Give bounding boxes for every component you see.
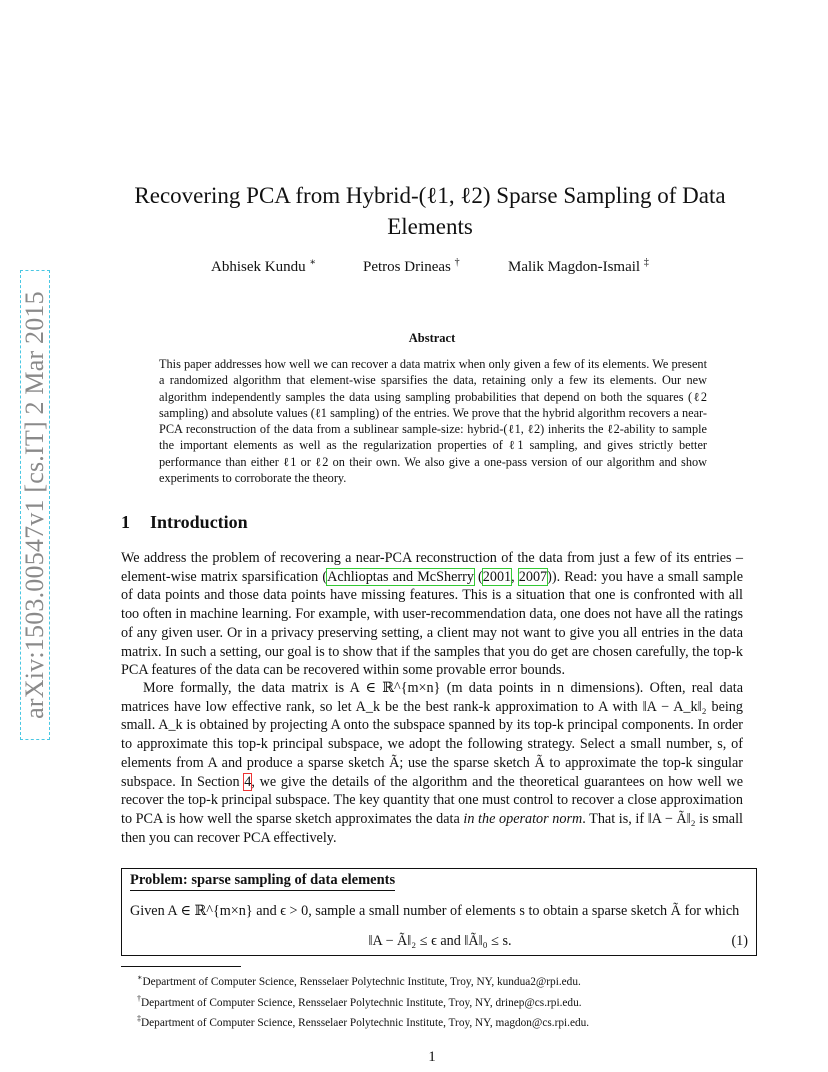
page-number: 1 xyxy=(428,1049,436,1065)
author-3: Malik Magdon-Ismail ‡ xyxy=(508,257,649,275)
footnote: ‡Department of Computer Science, Rensselaer Polytechnic Institute, Troy, NY, magdon@cs.rpi.edu. xyxy=(137,1014,590,1029)
footnote: ∗Department of Computer Science, Rensselaer Polytechnic Institute, Troy, NY, kundua2@rpi.edu. xyxy=(137,973,581,988)
author-2: Petros Drineas † xyxy=(363,257,460,275)
problem-title: Problem: sparse sampling of data elements xyxy=(130,872,395,891)
footnotes xyxy=(137,970,589,1032)
abstract-heading: Abstract xyxy=(408,331,456,345)
abstract-text: This paper addresses how well we can recover a data matrix when only given a few of its elements. We present a randomized algorithm that element-wise sparsifies the data, retaining only a few its elements. Our new algorithm independently samples the data using sampling probabilities that depend on both the squares (ℓ2 sampling) and absolute values (ℓ1 sampling) of the entries. We prove that the hybrid algorithm recovers a near-PCA reconstruction of the data from a sublinear sample-size: hybrid-(ℓ1, ℓ2) inherits the ℓ2-ability to sample the important elements as well as the regularization properties of ℓ1 sampling, and gives strictly better performance than either ℓ1 or ℓ2 on their own. We also give a one-pass version of our algorithm and show experiments to corroborate the theory. xyxy=(159,357,707,486)
citation-link[interactable]: Achlioptas and McSherry xyxy=(327,568,474,585)
footnote: †Department of Computer Science, Rensselaer Polytechnic Institute, Troy, NY, drinep@cs.rpi.edu. xyxy=(137,993,582,1009)
equation-number: (1) xyxy=(731,933,748,949)
section-title: Introduction xyxy=(150,512,248,532)
arxiv-stamp-text: arXiv:1503.00547v1 [cs.IT] 2 Mar 2015 xyxy=(20,291,49,719)
author-1: Abhisek Kundu ∗ xyxy=(211,257,317,275)
citation-year-link[interactable]: 2007 xyxy=(518,568,548,585)
section-number: 1 xyxy=(121,512,130,532)
problem-statement: Given A ∈ ℝ^{m×n} and ϵ > 0, sample a small number of elements s to obtain a sparse sketch Ã for which xyxy=(130,903,740,919)
intro-paragraph-2: More formally, the data matrix is A ∈ ℝ^{m×n} (m data points in n dimensions). Often, real data matrices have low effective rank, so let A_k be the best rank-k approximation to A with ‖A − A_k‖₂ being small. A_k is obtained by projecting A onto the subspace spanned by its top-k principal components. In order to approximate this top-k principal subspace, we adopt the following strategy. Select a small number, s, of elements from A and produce a sparse sketch Ã; use the sparse sketch Ã to approximate the top-k singular subspace. In Section 4, we give the details of the algorithm and the theoretical guarantees on how well we recover the top-k principal subspace. The key quantity that one must control to recover a close approximation to PCA is how well the sparse sketch approximates the data in the operator norm. That is, if ‖A − Ã‖₂ is small then you can recover PCA effectively. xyxy=(121,680,743,846)
footnote-rule xyxy=(121,966,241,967)
section-heading xyxy=(121,512,248,533)
paper-title: Recovering PCA from Hybrid-(ℓ1, ℓ2) Sparse Sampling of Data Elements xyxy=(134,183,726,239)
problem-box xyxy=(121,868,757,956)
section-ref-link[interactable]: 4 xyxy=(244,773,252,790)
emphasis-text: in the operator norm xyxy=(463,810,583,827)
problem-equation: ‖A − Ã‖₂ ≤ ϵ and ‖Ã‖₀ ≤ s. xyxy=(368,933,512,949)
intro-paragraph-1: We address the problem of recovering a near-PCA reconstruction of the data from just a few of its entries – element-wise matrix sparsification (Achlioptas and McSherry (2001, 2007)). Read: you have a small sample of data points and those data points have missing features. This is a situation that one is confronted with all too often in machine learning. For example, with user-recommendation data, one does not have all the ratings of any given user. Or in a privacy preserving setting, a client may not want to give you all entries in the data matrix. In such a setting, our goal is to show that if the samples that you do get are chosen carefully, the top-k PCA features of the data can be recovered within some provable error bounds. xyxy=(121,550,744,679)
citation-year-link[interactable]: 2001 xyxy=(482,568,512,585)
